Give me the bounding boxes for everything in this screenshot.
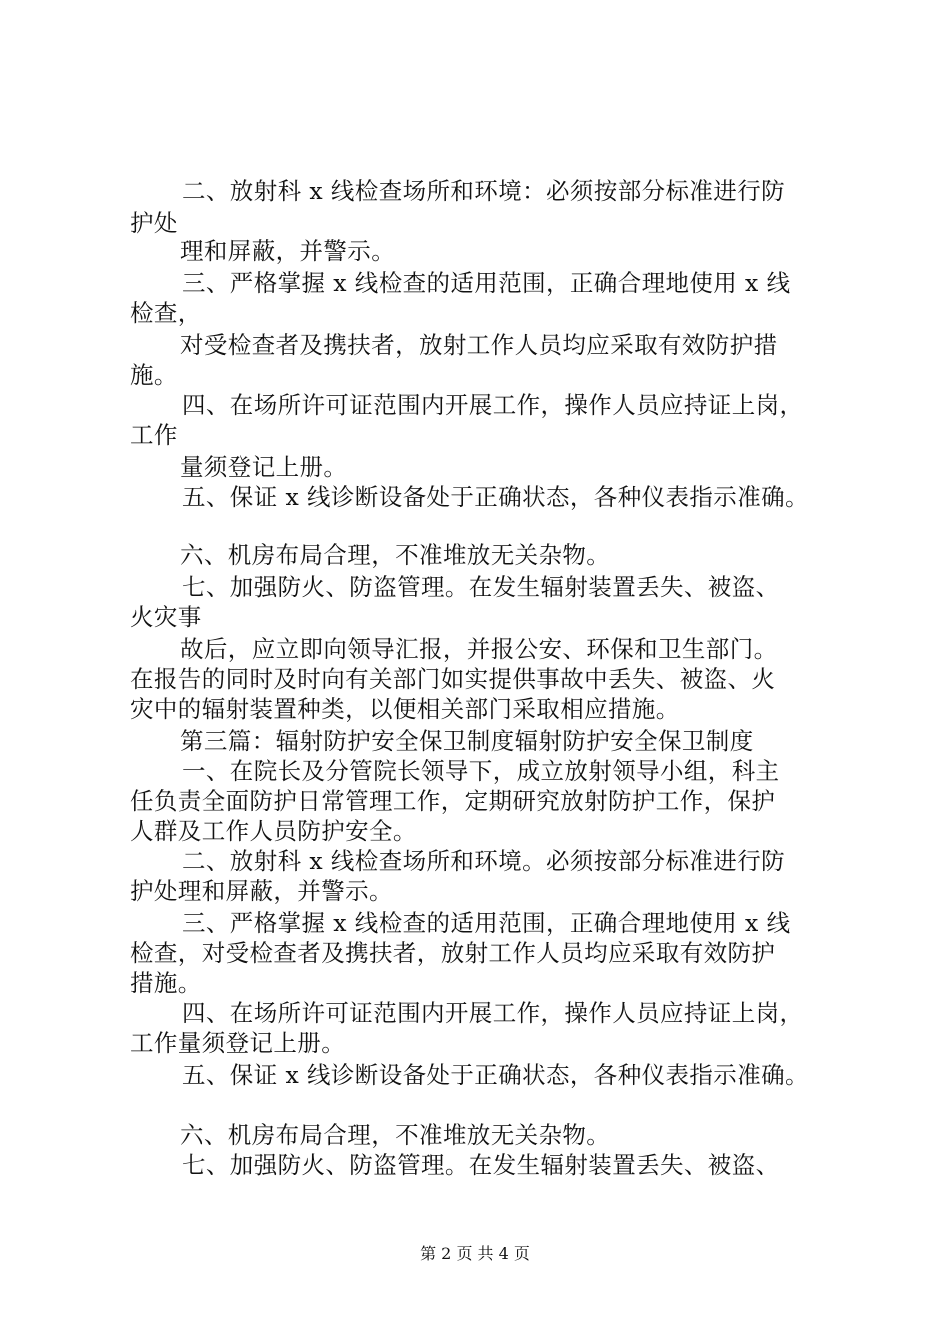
text-line: 火灾事 xyxy=(130,603,202,631)
text-line: 二、放射科 x 线检查场所和环境。必须按部分标准进行防 xyxy=(182,847,785,875)
text-line: 人群及工作人员防护安全。 xyxy=(130,817,417,845)
text-line: 施。 xyxy=(130,361,178,389)
text-line: 在报告的同时及时向有关部门如实提供事故中丢失、被盗、火 xyxy=(130,665,776,693)
text-line: 检查， xyxy=(130,299,202,327)
text-line: 措施。 xyxy=(130,969,202,997)
text-line: 五、保证 x 线诊断设备处于正确状态，各种仪表指示准确。 xyxy=(182,483,809,511)
text-line: 检查，对受检查者及携扶者，放射工作人员均应采取有效防护 xyxy=(130,939,776,967)
text-line: 护处 xyxy=(130,209,178,237)
text-line: 四、在场所许可证范围内开展工作，操作人员应持证上岗， xyxy=(182,999,804,1027)
text-line: 理和屏蔽，并警示。 xyxy=(180,237,396,265)
text-line: 一、在院长及分管院长领导下，成立放射领导小组，科主 xyxy=(182,757,780,785)
text-line: 故后，应立即向领导汇报，并报公安、环保和卫生部门。 xyxy=(180,635,778,663)
text-line: 六、机房布局合理，不准堆放无关杂物。 xyxy=(180,541,611,569)
section-heading: 第三篇：辐射防护安全保卫制度辐射防护安全保卫制度 xyxy=(180,727,754,755)
text-line: 二、放射科 x 线检查场所和环境：必须按部分标准进行防 xyxy=(182,177,785,205)
text-line: 护处理和屏蔽，并警示。 xyxy=(130,877,393,905)
text-line: 七、加强防火、防盗管理。在发生辐射装置丢失、被盗、 xyxy=(182,1151,780,1179)
text-line: 工作 xyxy=(130,421,178,449)
text-line: 三、严格掌握 x 线检查的适用范围，正确合理地使用 x 线 xyxy=(182,909,791,937)
page-footer xyxy=(0,1244,950,1264)
text-line: 量须登记上册。 xyxy=(180,453,348,481)
text-line: 七、加强防火、防盗管理。在发生辐射装置丢失、被盗、 xyxy=(182,573,780,601)
text-line: 任负责全面防护日常管理工作，定期研究放射防护工作，保护 xyxy=(130,787,776,815)
text-line: 对受检查者及携扶者，放射工作人员均应采取有效防护措 xyxy=(180,331,778,359)
text-line: 四、在场所许可证范围内开展工作，操作人员应持证上岗， xyxy=(182,391,804,419)
text-line: 六、机房布局合理，不准堆放无关杂物。 xyxy=(180,1121,611,1149)
text-line: 灾中的辐射装置种类，以便相关部门采取相应措施。 xyxy=(130,695,680,723)
text-line: 工作量须登记上册。 xyxy=(130,1029,346,1057)
text-line: 三、严格掌握 x 线检查的适用范围，正确合理地使用 x 线 xyxy=(182,269,791,297)
text-line: 五、保证 x 线诊断设备处于正确状态，各种仪表指示准确。 xyxy=(182,1061,809,1089)
page-number-label: 第 2 页 共 4 页 xyxy=(420,1244,530,1263)
